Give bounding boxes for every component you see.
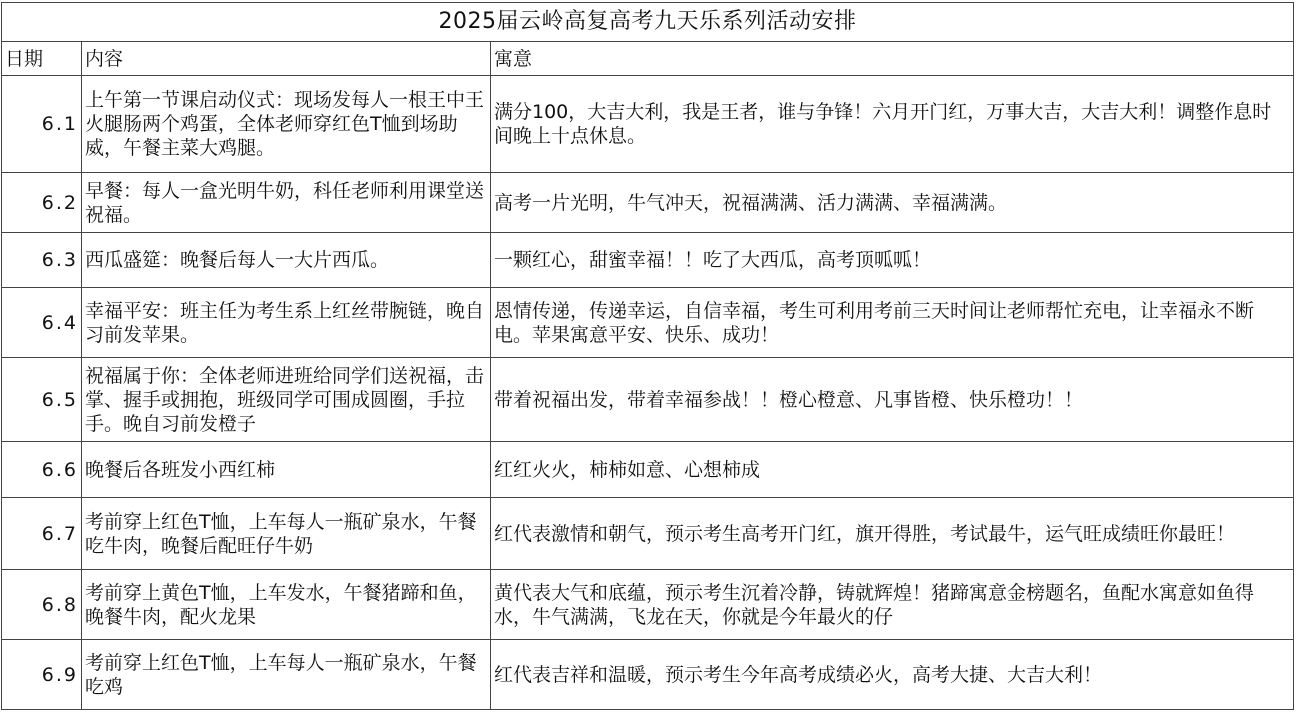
header-meaning[interactable]: 寓意 <box>491 42 1294 76</box>
table-row <box>2 288 1294 358</box>
table-title[interactable]: 2025届云岭高复高考九天乐系列活动安排 <box>2 3 1294 42</box>
meaning-cell[interactable]: 满分100，大吉大利，我是王者，谁与争锋！六月开门红，万事大吉，大吉大利！调整作息时间晚上十点休息。 <box>491 76 1294 173</box>
content-cell[interactable]: 考前穿上红色T恤，上车每人一瓶矿泉水，午餐吃牛肉，晚餐后配旺仔牛奶 <box>82 498 491 570</box>
date-cell[interactable]: 6.4 <box>2 288 82 358</box>
header-content[interactable]: 内容 <box>82 42 491 76</box>
meaning-cell[interactable]: 红代表激情和朝气，预示考生高考开门红，旗开得胜，考试最牛，运气旺成绩旺你最旺！ <box>491 498 1294 570</box>
content-cell[interactable]: 祝福属于你：全体老师进班给同学们送祝福，击掌、握手或拥抱，班级同学可围成圆圈，手拉手。晚自习前发橙子 <box>82 358 491 442</box>
date-cell[interactable]: 6.5 <box>2 358 82 442</box>
content-cell[interactable]: 晚餐后各班发小西红柿 <box>82 442 491 498</box>
content-cell[interactable]: 考前穿上黄色T恤，上车发水，午餐猪蹄和鱼，晚餐牛肉，配火龙果 <box>82 570 491 640</box>
meaning-cell[interactable]: 红代表吉祥和温暖，预示考生今年高考成绩必火，高考大捷、大吉大利！ <box>491 640 1294 710</box>
date-cell[interactable]: 6.8 <box>2 570 82 640</box>
table-row <box>2 640 1294 710</box>
header-row <box>2 42 1294 76</box>
activity-schedule-table <box>1 2 1294 710</box>
table-row <box>2 498 1294 570</box>
content-cell[interactable]: 上午第一节课启动仪式：现场发每人一根王中王火腿肠两个鸡蛋，全体老师穿红色T恤到场助威，午餐主菜大鸡腿。 <box>82 76 491 173</box>
content-cell[interactable]: 西瓜盛筵：晚餐后每人一大片西瓜。 <box>82 233 491 288</box>
header-date[interactable]: 日期 <box>2 42 82 76</box>
meaning-cell[interactable]: 一颗红心，甜蜜幸福！！吃了大西瓜，高考顶呱呱！ <box>491 233 1294 288</box>
meaning-cell[interactable]: 红红火火，柿柿如意、心想柿成 <box>491 442 1294 498</box>
table-row <box>2 358 1294 442</box>
date-cell[interactable]: 6.1 <box>2 76 82 173</box>
table-row <box>2 76 1294 173</box>
table-row <box>2 233 1294 288</box>
meaning-cell[interactable]: 恩情传递，传递幸运，自信幸福，考生可利用考前三天时间让老师帮忙充电，让幸福永不断电。苹果寓意平安、快乐、成功！ <box>491 288 1294 358</box>
date-cell[interactable]: 6.6 <box>2 442 82 498</box>
meaning-cell[interactable]: 高考一片光明，牛气冲天，祝福满满、活力满满、幸福满满。 <box>491 173 1294 233</box>
table-row <box>2 173 1294 233</box>
date-cell[interactable]: 6.7 <box>2 498 82 570</box>
table-row <box>2 442 1294 498</box>
date-cell[interactable]: 6.9 <box>2 640 82 710</box>
meaning-cell[interactable]: 黄代表大气和底蕴，预示考生沉着冷静，铸就辉煌！猪蹄寓意金榜题名，鱼配水寓意如鱼得水，牛气满满，飞龙在天，你就是今年最火的仔 <box>491 570 1294 640</box>
meaning-cell[interactable]: 带着祝福出发，带着幸福参战！！橙心橙意、凡事皆橙、快乐橙功！！ <box>491 358 1294 442</box>
date-cell[interactable]: 6.3 <box>2 233 82 288</box>
content-cell[interactable]: 幸福平安：班主任为考生系上红丝带腕链，晚自习前发苹果。 <box>82 288 491 358</box>
date-cell[interactable]: 6.2 <box>2 173 82 233</box>
title-row <box>2 3 1294 42</box>
table-row <box>2 570 1294 640</box>
content-cell[interactable]: 早餐：每人一盒光明牛奶，科任老师利用课堂送祝福。 <box>82 173 491 233</box>
content-cell[interactable]: 考前穿上红色T恤，上车每人一瓶矿泉水，午餐吃鸡 <box>82 640 491 710</box>
